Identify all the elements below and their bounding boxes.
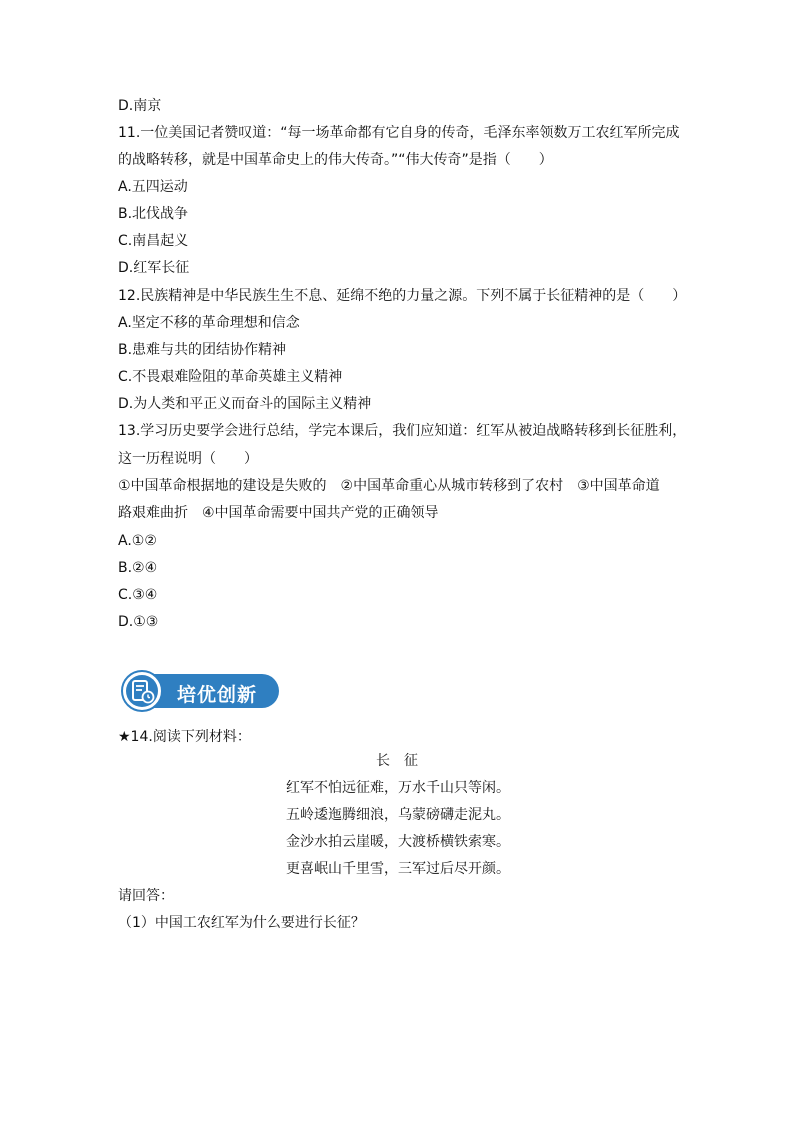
q13-option-c: C.③④	[118, 587, 158, 603]
q13-option-b: B.②④	[118, 560, 158, 576]
section-title: 培优创新	[177, 684, 258, 706]
q11-option-d: D.红军长征	[118, 260, 190, 276]
q11-stem-line1: 11.一位美国记者赞叹道：“每一场革命都有它自身的传奇，毛泽东率领数万工农红军所完成	[118, 125, 680, 141]
q13-items-line2: 路艰难曲折 ④中国革命需要中国共产党的正确领导	[118, 505, 439, 521]
q13-option-d: D.①③	[118, 614, 159, 630]
q12-option-b: B.患难与共的团结协作精神	[118, 342, 287, 358]
q13-stem-line1: 13.学习历史要学会进行总结，学完本课后，我们应知道：红军从被迫战略转移到长征胜利，	[118, 423, 687, 439]
q12-option-c: C.不畏艰难险阻的革命英雄主义精神	[118, 369, 343, 385]
q10-option-d: D.南京	[118, 98, 162, 114]
q13-items-line1: ①中国革命根据地的建设是失败的 ②中国革命重心从城市转移到了农村 ③中国革命道	[118, 478, 660, 494]
q14-sub1: （1）中国工农红军为什么要进行长征？	[118, 915, 365, 931]
poem-line-1: 红军不怕远征难，万水千山只等闲。	[286, 780, 510, 796]
q13-option-a: A.①②	[118, 533, 157, 549]
poem-title: 长 征	[376, 753, 418, 769]
poem-line-4: 更喜岷山千里雪，三军过后尽开颜。	[286, 861, 510, 877]
q12-option-d: D.为人类和平正义而奋斗的国际主义精神	[118, 396, 372, 412]
q14-stem: ★14.阅读下列材料：	[118, 729, 251, 745]
q12-option-a: A.坚定不移的革命理想和信念	[118, 315, 300, 331]
q12-stem: 12.民族精神是中华民族生生不息、延绵不绝的力量之源。下列不属于长征精神的是（ ）	[118, 288, 687, 304]
poem-line-3: 金沙水拍云崖暖，大渡桥横铁索寒。	[286, 834, 510, 850]
q11-stem-line2: 的战略转移，就是中国革命史上的伟大传奇。”“伟大传奇”是指（ ）	[118, 152, 553, 168]
q13-stem-line2: 这一历程说明（ ）	[118, 451, 258, 467]
q14-prompt: 请回答：	[118, 888, 174, 904]
q11-option-c: C.南昌起义	[118, 233, 189, 249]
document-clock-icon	[121, 670, 163, 712]
section-banner	[121, 670, 281, 712]
q11-option-b: B.北伐战争	[118, 206, 189, 222]
poem-line-2: 五岭逶迤腾细浪，乌蒙磅礴走泥丸。	[286, 807, 510, 823]
q11-option-a: A.五四运动	[118, 179, 188, 195]
